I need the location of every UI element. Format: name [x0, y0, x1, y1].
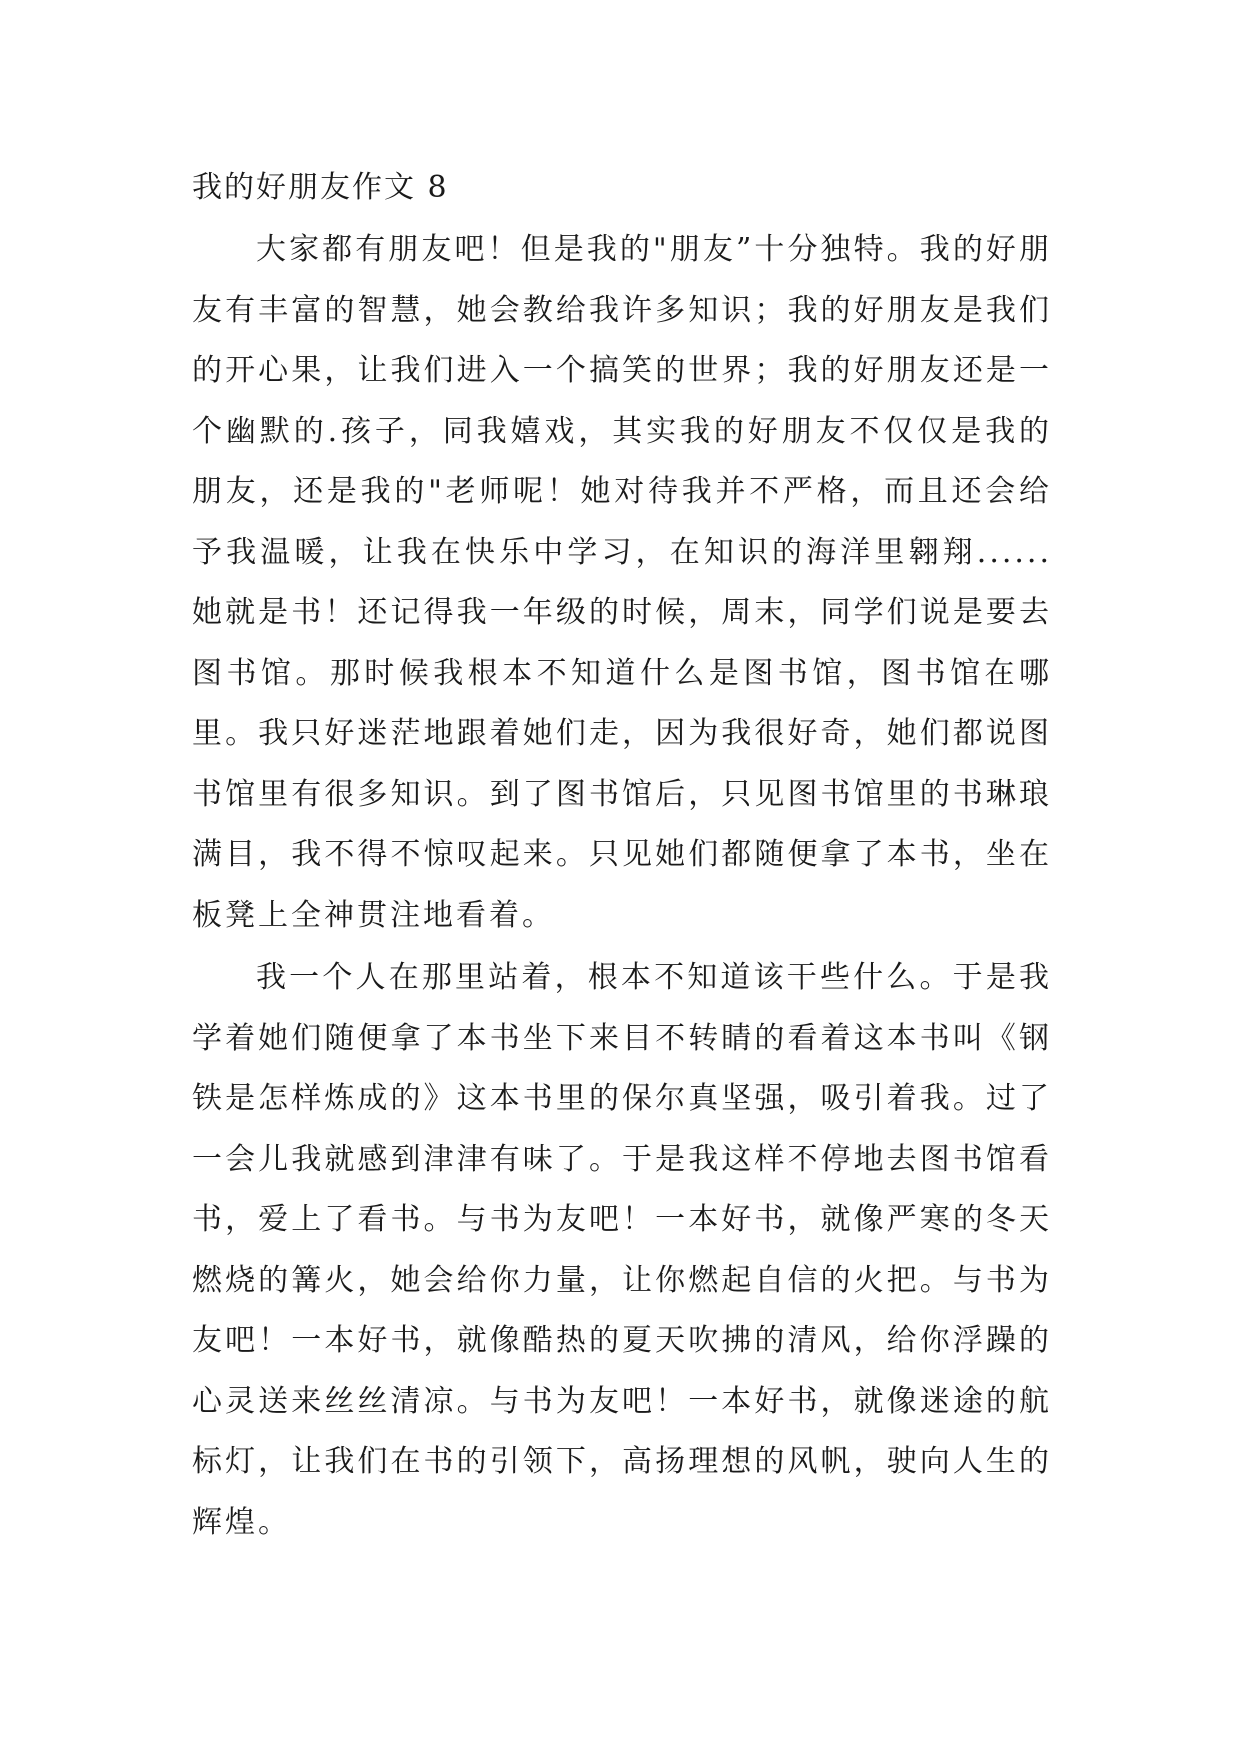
paragraph-1: 大家都有朋友吧！但是我的"朋友”十分独特。我的好朋友有丰富的智慧，她会教给我许多知识；我的好朋友是我们的开心果，让我们进入一个搞笑的世界；我的好朋友还是一个幽默的.孩子，同我嬉戏，其实我的好朋友不仅仅是我的朋友，还是我的"老师呢！她对待我并不严格，而且还会给予我温暖，让我在快乐中学习，在知识的海洋里翱翔......她就是书！还记得我一年级的时候，周末，同学们说是要去图书馆。那时候我根本不知道什么是图书馆，图书馆在哪里。我只好迷茫地跟着她们走，因为我很好奇，她们都说图书馆里有很多知识。到了图书馆后，只见图书馆里的书琳琅满目，我不得不惊叹起来。只见她们都随便拿了本书，坐在板凳上全神贯注地看着。	[192, 232, 1052, 933]
document-title: 我的好朋友作文 8	[192, 170, 449, 205]
paragraph-2: 我一个人在那里站着，根本不知道该干些什么。于是我学着她们随便拿了本书坐下来目不转睛的看着这本书叫《钢铁是怎样炼成的》这本书里的保尔真坚强，吸引着我。过了一会儿我就感到津津有味了。于是我这样不停地去图书馆看书，爱上了看书。与书为友吧！一本好书，就像严寒的冬天燃烧的篝火，她会给你力量，让你燃起自信的火把。与书为友吧！一本好书，就像酷热的夏天吹拂的清风，给你浮躁的心灵送来丝丝清凉。与书为友吧！一本好书，就像迷途的航标灯，让我们在书的引领下，高扬理想的风帆，驶向人生的辉煌。	[192, 960, 1052, 1540]
document-page	[192, 158, 1052, 1553]
